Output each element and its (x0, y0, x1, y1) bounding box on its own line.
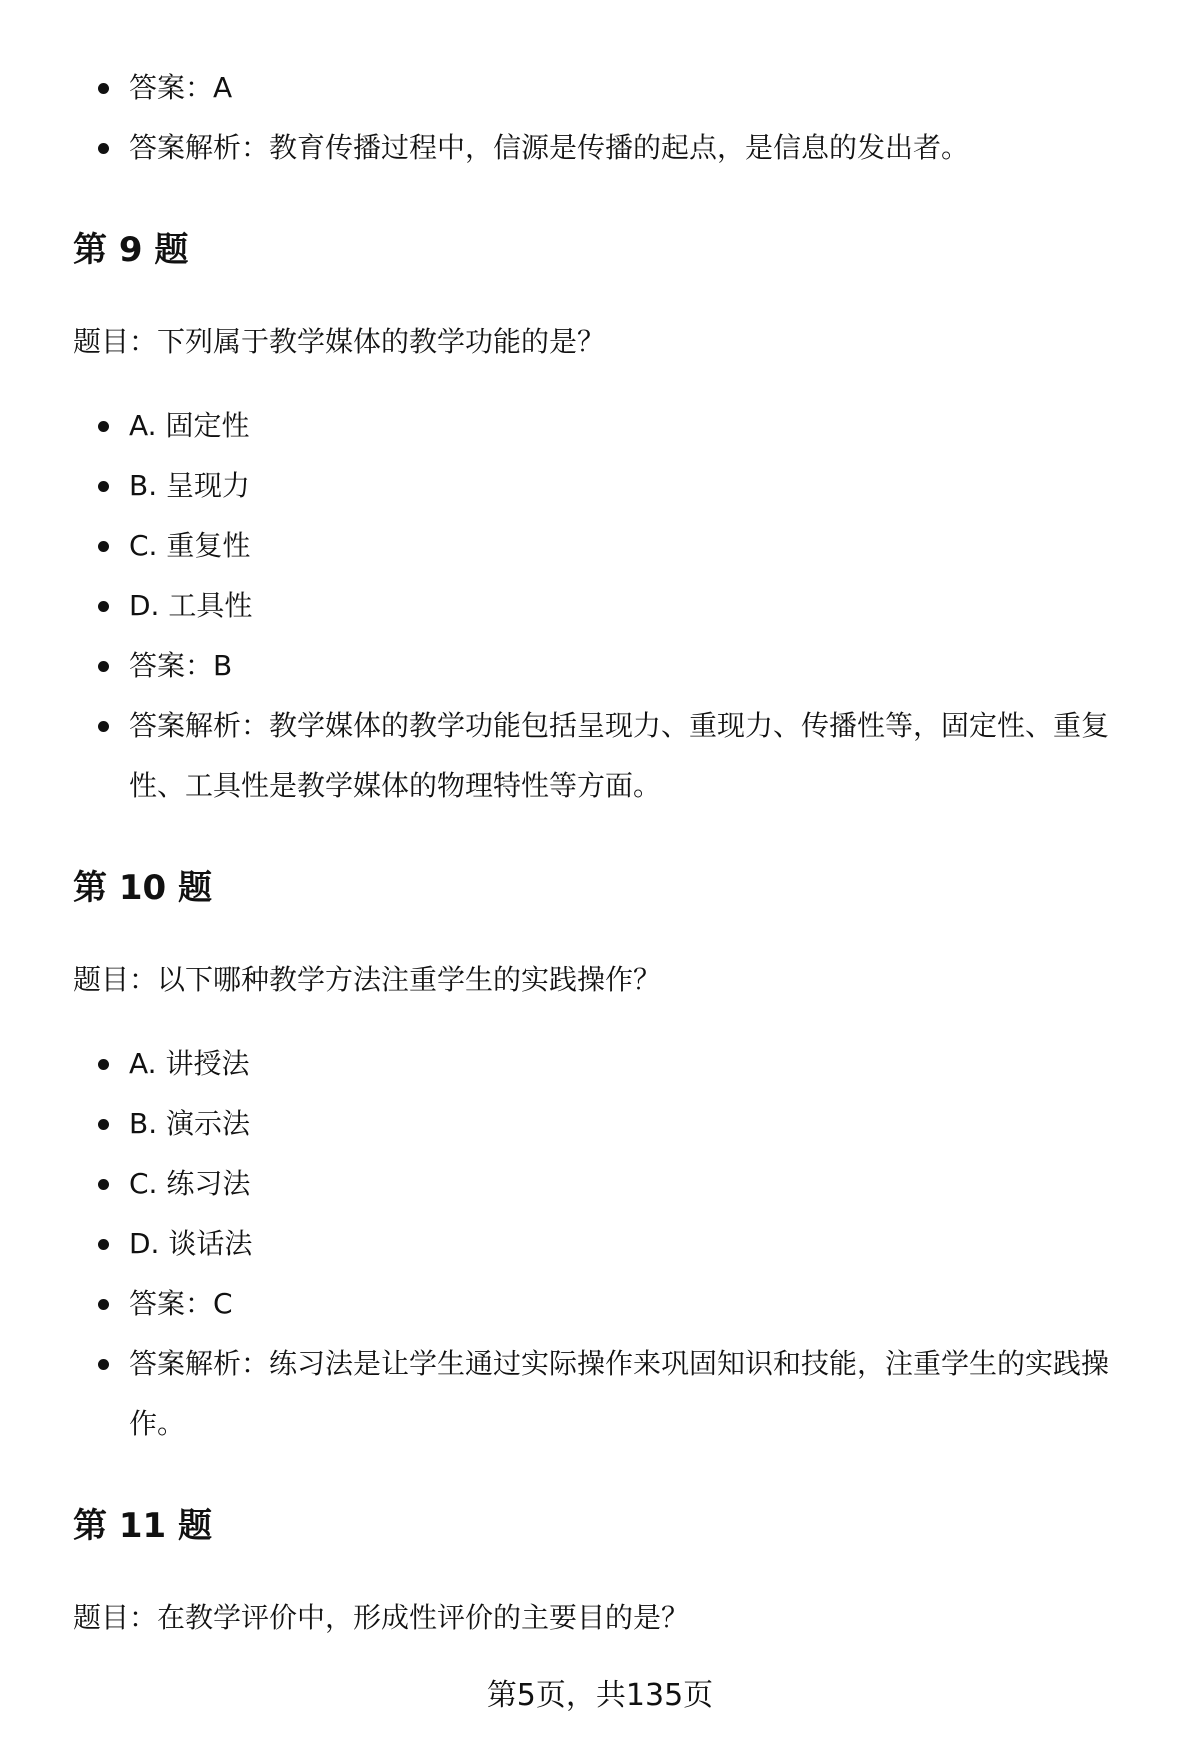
option-item: A. 讲授法 (73, 1034, 1153, 1094)
page-indicator: 第5页，共135页 (486, 1678, 714, 1713)
option-item: C. 重复性 (73, 516, 1153, 576)
option-item: C. 练习法 (73, 1154, 1153, 1214)
answer-item: 答案：C (73, 1274, 1153, 1334)
explanation-item: 答案解析：教育传播过程中，信源是传播的起点，是信息的发出者。 (73, 118, 1153, 178)
question-title: 第 10 题 (73, 868, 212, 908)
question-stem: 题目：在教学评价中，形成性评价的主要目的是？ (73, 1601, 690, 1634)
explanation-item: 答案解析：练习法是让学生通过实际操作来巩固知识和技能，注重学生的实践操作。 (73, 1334, 1153, 1454)
option-item: D. 工具性 (73, 576, 1153, 636)
option-item: D. 谈话法 (73, 1214, 1153, 1274)
option-item: A. 固定性 (73, 396, 1153, 456)
question-stem: 题目：下列属于教学媒体的教学功能的是？ (73, 325, 606, 358)
question-options-list (73, 396, 1153, 816)
answer-item: 答案：A (73, 58, 1153, 118)
question-8-tail-list (73, 58, 1153, 178)
page-content (73, 58, 1153, 1672)
question-options-list (73, 1034, 1153, 1454)
question-stem: 题目：以下哪种教学方法注重学生的实践操作？ (73, 963, 662, 996)
explanation-item: 答案解析：教学媒体的教学功能包括呈现力、重现力、传播性等，固定性、重复性、工具性是教学媒体的物理特性等方面。 (73, 696, 1153, 816)
option-item: B. 演示法 (73, 1094, 1153, 1154)
answer-item: 答案：B (73, 636, 1153, 696)
question-title: 第 11 题 (73, 1506, 212, 1546)
option-item: B. 呈现力 (73, 456, 1153, 516)
question-title: 第 9 题 (73, 230, 189, 270)
